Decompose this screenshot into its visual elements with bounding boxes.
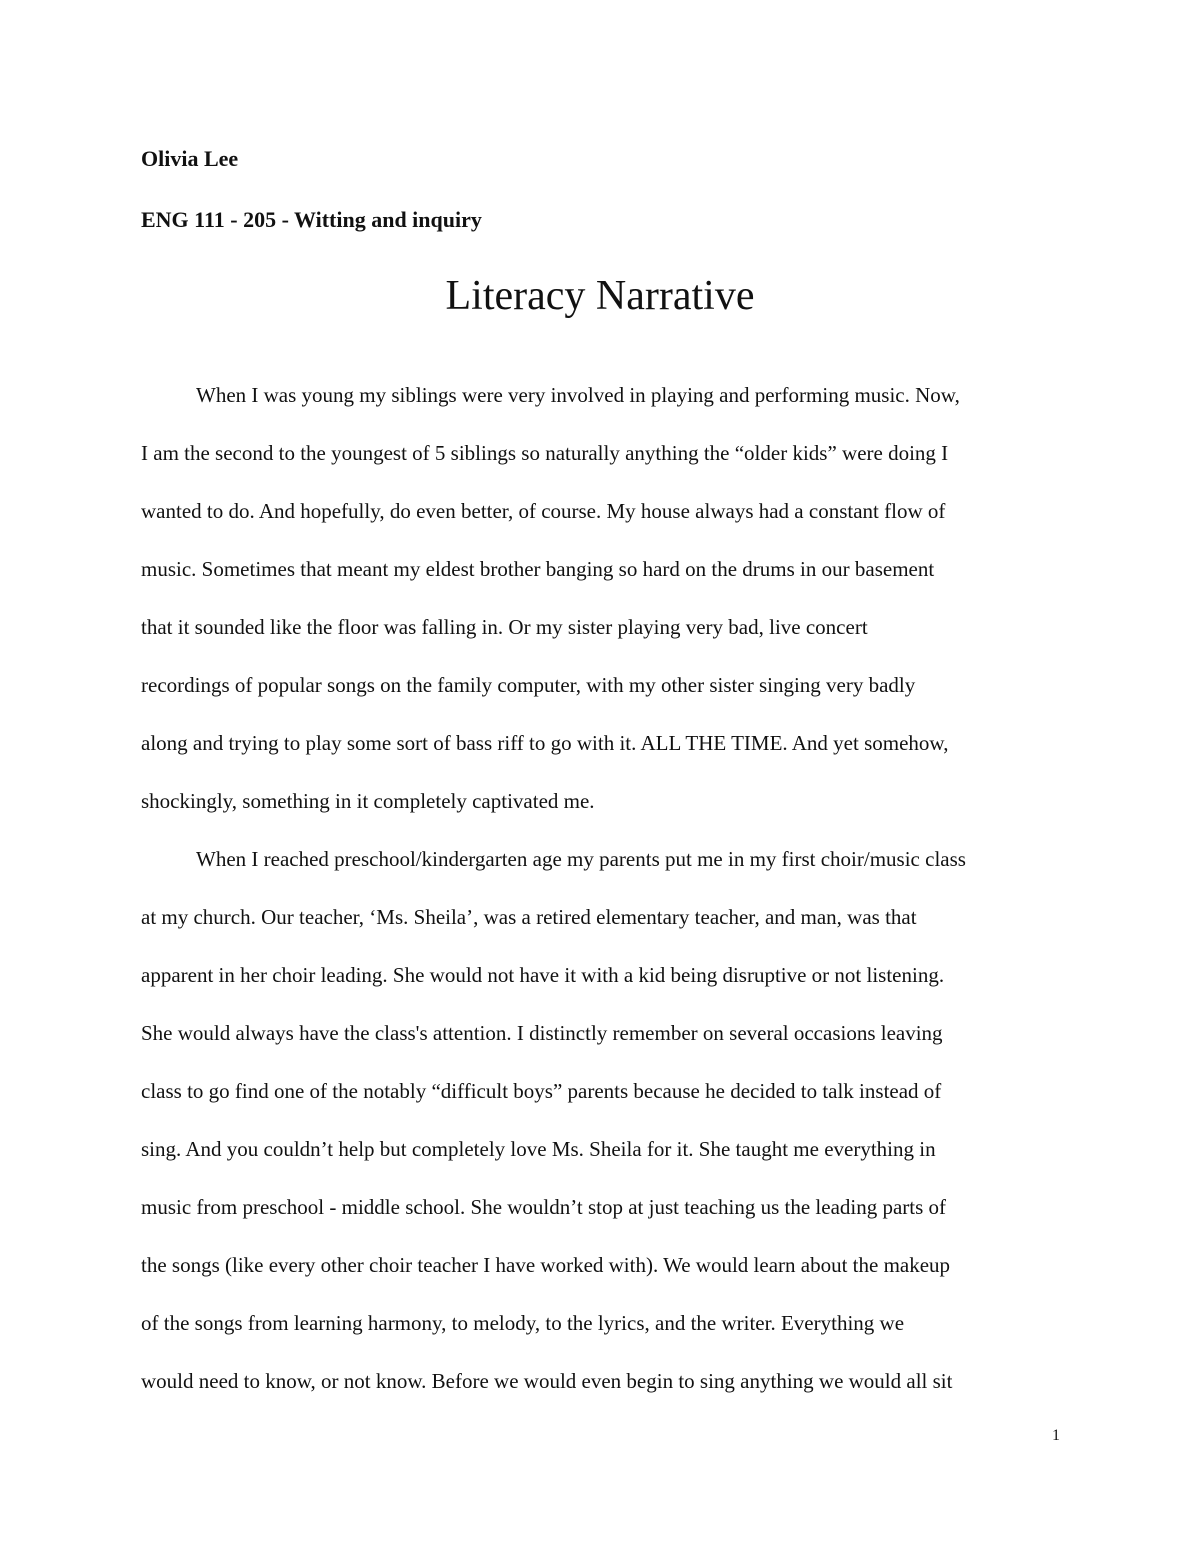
text-line: that it sounded like the floor was falling in. Or my sister playing very bad, live concert xyxy=(141,615,868,639)
text-line: wanted to do. And hopefully, do even better, of course. My house always had a constant flow of xyxy=(141,499,946,523)
text-line: shockingly, something in it completely captivated me. xyxy=(141,789,595,813)
text-line: at my church. Our teacher, ‘Ms. Sheila’, was a retired elementary teacher, and man, was that xyxy=(141,905,917,929)
document-title: Literacy Narrative xyxy=(445,273,755,319)
text-line: along and trying to play some sort of bass riff to go with it. ALL THE TIME. And yet somehow, xyxy=(141,731,949,755)
body-text xyxy=(141,380,1061,1424)
author-name: Olivia Lee xyxy=(141,146,239,171)
page-number: 1 xyxy=(1052,1427,1060,1444)
text-line: the songs (like every other choir teacher I have worked with). We would learn about the makeup xyxy=(141,1253,951,1277)
text-line: music. Sometimes that meant my eldest brother banging so hard on the drums in our basement xyxy=(141,557,935,581)
text-line: class to go find one of the notably “difficult boys” parents because he decided to talk instead of xyxy=(141,1079,942,1103)
text-line: I am the second to the youngest of 5 siblings so naturally anything the “older kids” were doing I xyxy=(141,441,949,465)
text-line: apparent in her choir leading. She would not have it with a kid being disruptive or not listening. xyxy=(141,963,945,987)
text-line: When I reached preschool/kindergarten age my parents put me in my first choir/music class xyxy=(196,847,966,871)
text-line: of the songs from learning harmony, to melody, to the lyrics, and the writer. Everything we xyxy=(141,1311,905,1335)
text-line: would need to know, or not know. Before we would even begin to sing anything we would all sit xyxy=(141,1369,953,1393)
text-line: music from preschool - middle school. She wouldn’t stop at just teaching us the leading parts of xyxy=(141,1195,947,1219)
course-heading: ENG 111 - 205 - Witting and inquiry xyxy=(141,207,482,232)
text-line: She would always have the class's attention. I distinctly remember on several occasions leaving xyxy=(141,1021,943,1045)
text-line: sing. And you couldn’t help but completely love Ms. Sheila for it. She taught me everything in xyxy=(141,1137,936,1161)
text-line: recordings of popular songs on the family computer, with my other sister singing very badly xyxy=(141,673,916,697)
text-line: When I was young my siblings were very involved in playing and performing music. Now, xyxy=(196,383,960,407)
